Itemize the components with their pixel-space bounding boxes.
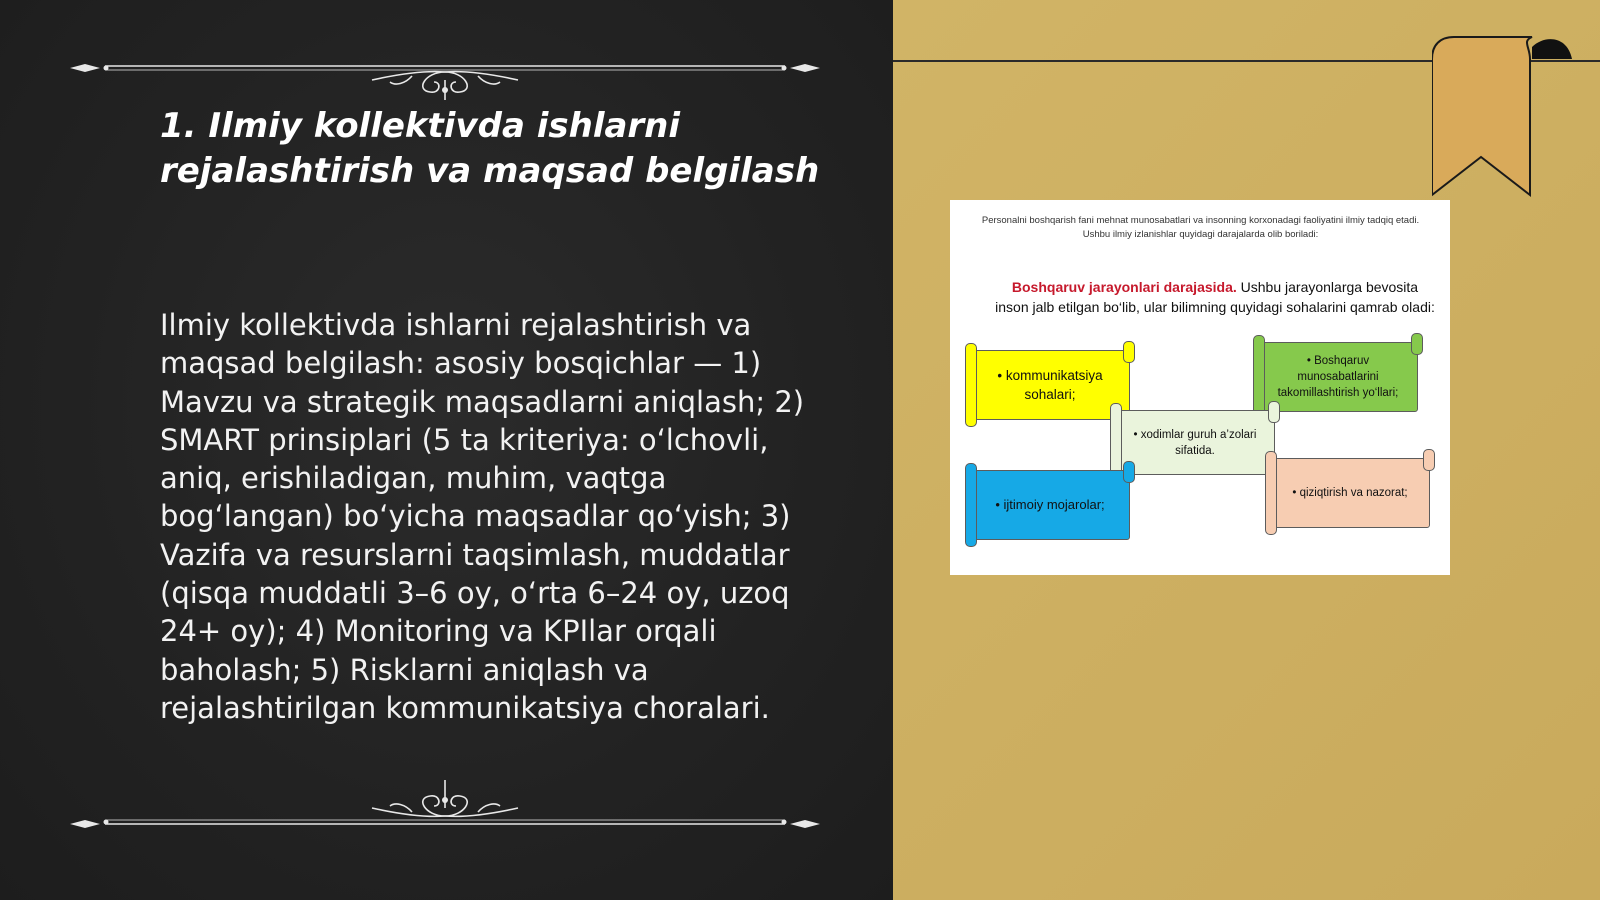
scroll-management-relations: [1258, 342, 1418, 412]
scroll-label: • qiziqtirish va nazorat;: [1292, 487, 1408, 499]
infographic-image: [950, 200, 1450, 575]
scroll-label: • kommunikatsiya sohalari;: [997, 368, 1103, 402]
scroll-label: • Boshqaruv munosabatlarini takomillashtirish yo‘llari;: [1277, 355, 1399, 399]
bookmark-ribbon-icon: [1432, 35, 1572, 205]
slide-body-text: Ilmiy kollektivda ishlarni rejalashtirish va maqsad belgilash: asosiy bosqichlar — 1) Mavzu va strategik maqsadlarni aniqlash; 2) SMART prinsiplari (5 ta kriteriya: o‘lchovli, aniq, erishiladigan, muhim, vaqtga bog‘langan) bo‘yicha maqsadlar qo‘yish; 3) Vazifa va resurslarni taqsimlash, muddatlar (qisqa muddatli 3–6 oy, o‘rta 6–24 oy, uzoq 24+ oy); 4) Monitoring va KPIlar orqali baholash; 5) Risklarni aniqlash va rejalashtirilgan kommunikatsiya choralari.: [160, 308, 805, 725]
figure-caption: Personalni boshqarish fani mehnat munosabatlari va insonning korxonadagi faoliyatini ilmiy tadqiq etadi. Ushbu ilmiy izlanishlar quyidagi darajalarda olib boriladi:: [981, 215, 1420, 240]
figure-heading: [995, 277, 1435, 317]
scroll-motivation-control: [1270, 458, 1430, 528]
ornament-divider-icon: [60, 770, 830, 830]
scroll-label: • xodimlar guruh a’zolari sifatida.: [1133, 428, 1257, 457]
scroll-employees-group: [1115, 410, 1275, 475]
scroll-communication: [970, 350, 1130, 420]
slide-title: 1. Ilmiy kollektivda ishlarni rejalashtirish va maqsad belgilash: [160, 106, 820, 191]
ornament-divider-icon: [60, 40, 830, 100]
scroll-social-conflicts: [970, 470, 1130, 540]
figure-heading-rest: Ushbu jarayonlarga bevosita inson jalb etilgan bo‘lib, ular bilimning quyidagi sohalarini qamrab oladi:: [995, 279, 1435, 315]
figure-heading-highlight: Boshqaruv jarayonlari darajasida.: [1011, 279, 1237, 295]
scroll-label: • ijtimoiy mojarolar;: [995, 497, 1105, 512]
